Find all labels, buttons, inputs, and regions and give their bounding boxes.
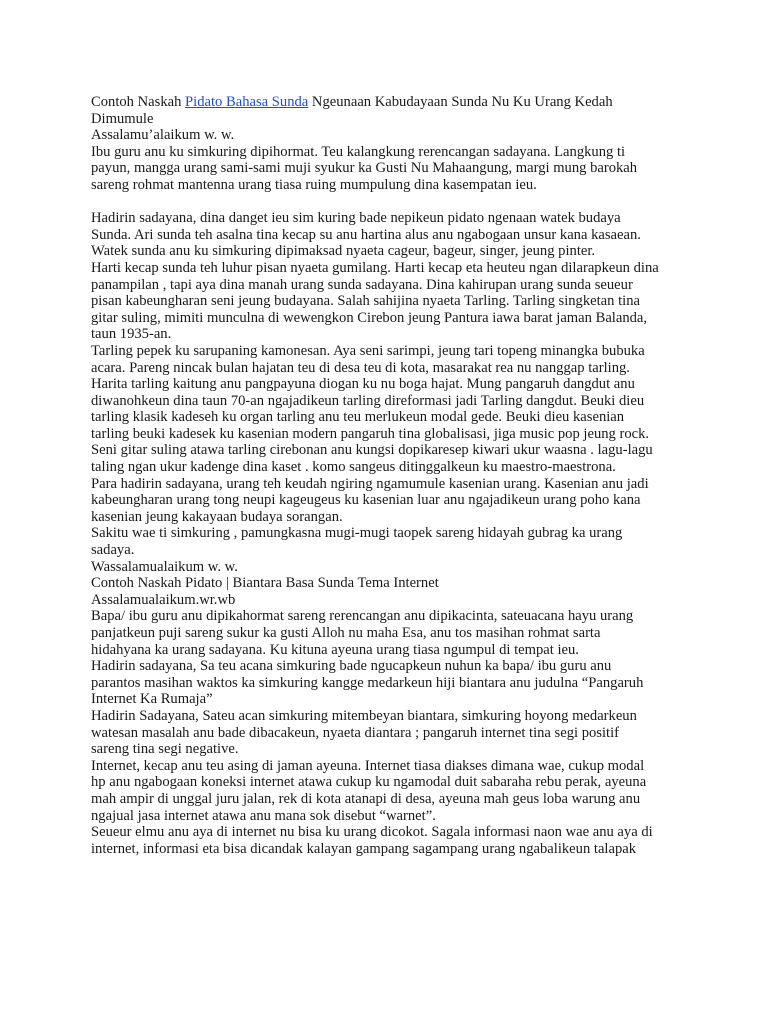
text-line: Internet Ka Rumaja” (91, 691, 213, 708)
text-line: gitar suling, mimiti munculna di wewengkon Cirebon jeung Pantura iawa barat jaman Balanda, (91, 309, 648, 326)
text-line: panjatkeun puji sareng sukur ka gusti Alloh nu maha Esa, anu tos masihan rohmat sarta (91, 625, 601, 641)
text-line: taun 1935-an. (91, 326, 172, 343)
text-line: Assalamu’alaikum w. w. (91, 127, 235, 144)
text-line: diwanohkeun dina taun 70-an ngajadikeun tarling direformasi jadi Tarling dangdut. Beuki dieu (91, 392, 645, 409)
text-line: parantos masihan waktos ka simkuring kangge medarkeun hiji biantara anu judulna “Pangaruh (91, 674, 644, 691)
text-line: Sunda. Ari sunda teh asalna tina kecap su anu hartina alus anu ngabogaan unsur kana kasaean. (91, 226, 641, 243)
text-line: Dimumule (91, 110, 154, 127)
text-line (91, 194, 691, 211)
text-line: watesan masalah anu bade dibacakeun, nyaeta diantara ; pangaruh internet tina segi positif (91, 724, 620, 741)
text-line: kabeungharan urang tong neupi kageugeus ku kasenian luar anu ngajadikeun urang poho kana (91, 492, 641, 509)
text-line: Hadirin sadayana, Sa teu acana simkuring bade ngucapkeun nuhun ka bapa/ ibu guru anu (91, 658, 612, 675)
text-line: mah ampir di unggal juru jalan, rek di kota atanapi di desa, ayeuna mah geus loba warung anu (91, 790, 641, 807)
text-line: kasenian jeung kakayaan budaya sorangan. (91, 508, 343, 525)
text-line: Para hadirin sadayana, urang teh keudah ngiring ngamumule kasenian urang. Kasenian anu jadi (91, 475, 649, 492)
text-line: Wassalamualaikum w. w. (91, 558, 238, 575)
text-line: sadaya. (91, 542, 135, 559)
text-line: sareng rohmat mantenna urang tiasa ruing mumpulung dina kasempatan ieu. (91, 176, 537, 193)
text-line: tarling klasik kadeseh ku organ tarling anu teu merlukeun modal gede. Beuki dieu kasenian (91, 409, 625, 426)
text-line: tarling beuki kadesek ku kasenian modern pangaruh tina globalisasi, jiga music pop jeung rock. (91, 425, 650, 442)
text-line: Harita tarling kaitung anu pangpayuna diogan ku nu boga hajat. Mung pangaruh dangdut anu (91, 376, 635, 393)
text-line: taling ngan ukur kadenge dina kaset . komo sangeus ditinggalkeun ku maestro-maestrona. (91, 459, 616, 476)
text-line: acara. Pareng nincak bulan hajatan teu di desa teu di kota, masarakat rea nu nanggap tarling. (91, 359, 630, 376)
text-line: ngajual jasa internet atawa anu mana sok disebut “warnet”. (91, 807, 436, 824)
document-body (91, 94, 691, 857)
text-line: Ibu guru anu ku simkuring dipihormat. Teu kalangkung rerencangan sadayana. Langkung ti (91, 143, 626, 160)
pidato-bahasa-sunda-link[interactable]: Pidato Bahasa Sunda (185, 94, 309, 110)
text-line: Hadirin sadayana, dina danget ieu sim kuring bade nepikeun pidato ngenaan watek budaya (91, 210, 621, 227)
text-line: sareng tina segi negative. (91, 741, 239, 758)
text-line: hidahyana ka urang sadayana. Ku kituna ayeuna urang tiasa ngumpul di tempat ieu. (91, 641, 579, 658)
text-line: Hadirin Sadayana, Sateu acan simkuring mitembeyan biantara, simkuring hoyong medarkeun (91, 707, 637, 724)
text-line: Sakitu wae ti simkuring , pamungkasna mugi-mugi taopek sareng hidayah gubrag ka urang (91, 525, 623, 542)
document-title-line (91, 94, 691, 111)
text-line: internet, informasi eta bisa dicandak kalayan gampang sagampang urang ngabalikeun talapak (91, 840, 637, 857)
text-line: panampilan , tapi aya dina manah urang sunda sadayana. Dina kahirupan urang sunda seueur (91, 276, 633, 293)
text-line: Contoh Naskah Pidato | Biantara Basa Sunda Tema Internet (91, 575, 439, 592)
text-line: Seni gitar suling atawa tarling cirebonan anu kungsi dopikaresep kiwari ukur waasna . lagu-lagu (91, 442, 653, 459)
title-suffix: Ngeunaan Kabudayaan Sunda Nu Ku Urang Kedah (308, 94, 613, 110)
text-line: hp anu ngabogaan koneksi internet atawa cukup ku ngamodal duit sabaraha rebu perak, ayeuna (91, 774, 647, 791)
text-line: Seueur elmu anu aya di internet nu bisa ku urang dicokot. Sagala informasi naon wae anu aya di (91, 824, 653, 841)
text-line: pisan kabeungharan seni jeung budayana. Salah sahijina nyaeta Tarling. Tarling singketan tina (91, 293, 640, 310)
title-prefix: Contoh Naskah (91, 94, 186, 110)
text-line: Bapa/ ibu guru anu dipikahormat sareng rerencangan anu dipikacinta, sateuacana hayu urang (91, 608, 634, 625)
text-line: Tarling pepek ku sarupaning kamonesan. Aya seni sarimpi, jeung tari topeng minangka bubuka (91, 342, 645, 359)
text-line: Harti kecap sunda teh luhur pisan nyaeta gumilang. Harti kecap eta heuteu ngan dilarapkeun dina (91, 259, 659, 276)
text-line: payun, mangga urang sami-sami muji syukur ka Gusti Nu Mahaangung, margi mung barokah (91, 160, 638, 177)
text-line: Watek sunda anu ku simkuring dipimaksad nyaeta cageur, bageur, singer, jeung pinter. (91, 243, 596, 260)
text-lines (91, 111, 691, 858)
text-line: Internet, kecap anu teu asing di jaman ayeuna. Internet tiasa diakses dimana wae, cukup modal (91, 757, 645, 774)
text-line: Assalamualaikum.wr.wb (91, 591, 236, 608)
